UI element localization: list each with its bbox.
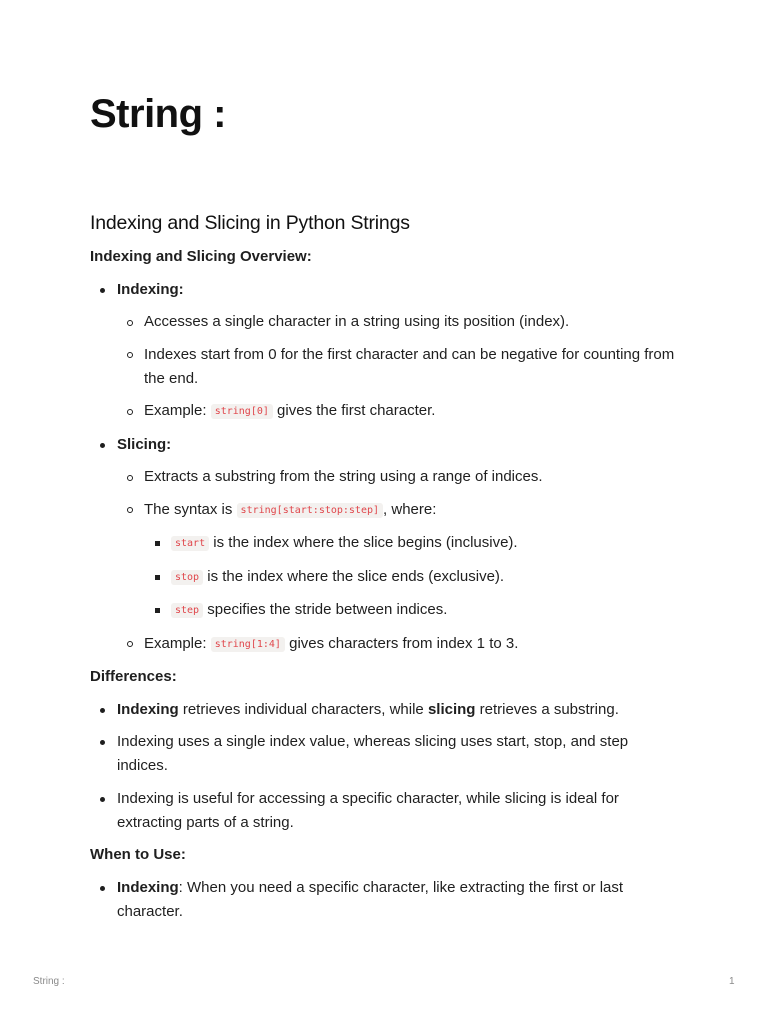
item-text: is the index where the slice begins (inclusive). bbox=[209, 534, 518, 551]
list-item bbox=[90, 730, 680, 778]
list-item bbox=[90, 787, 680, 835]
section-heading: Indexing and Slicing in Python Strings bbox=[90, 212, 410, 234]
page-number: 1 bbox=[729, 976, 735, 987]
when-to-use-list bbox=[90, 876, 680, 924]
list-item bbox=[144, 531, 680, 556]
differences-label: Differences: bbox=[90, 668, 177, 685]
list-item bbox=[117, 632, 680, 657]
slicing-sublist bbox=[117, 465, 680, 657]
item-text: Extracts a substring from the string using a range of indices. bbox=[144, 468, 543, 485]
bold-text: Indexing bbox=[117, 700, 179, 718]
overview-label: Indexing and Slicing Overview: bbox=[90, 248, 312, 265]
inline-code: stop bbox=[171, 570, 203, 585]
indexing-sublist bbox=[117, 310, 680, 424]
list-item bbox=[144, 565, 680, 590]
list-item bbox=[117, 498, 680, 624]
item-text: specifies the stride between indices. bbox=[203, 601, 448, 618]
inline-code: step bbox=[171, 603, 203, 618]
example-prefix: Example: bbox=[144, 634, 211, 652]
list-item-indexing bbox=[90, 278, 680, 425]
syntax-suffix: , where: bbox=[383, 500, 437, 518]
inline-code: string[0] bbox=[211, 404, 273, 419]
document-body bbox=[90, 245, 680, 932]
indexing-label: Indexing: bbox=[117, 280, 184, 298]
item-text: : When you need a specific character, like extracting the first or last character. bbox=[117, 878, 624, 920]
inline-code: string[1:4] bbox=[211, 637, 285, 652]
syntax-prefix: The syntax is bbox=[144, 500, 237, 518]
example-prefix: Example: bbox=[144, 402, 211, 419]
slicing-label: Slicing: bbox=[117, 435, 172, 453]
overview-list bbox=[90, 278, 680, 657]
page-title: String : bbox=[90, 92, 226, 136]
footer-title: String : bbox=[33, 976, 65, 987]
item-text: Indexes start from 0 for the first character and can be negative for counting from the end. bbox=[144, 345, 675, 387]
list-item bbox=[117, 399, 680, 424]
differences-list bbox=[90, 698, 680, 835]
bold-text: slicing bbox=[427, 700, 476, 718]
list-item bbox=[144, 598, 680, 623]
item-text: Accesses a single character in a string using its position (index). bbox=[144, 313, 570, 330]
item-text: retrieves a substring. bbox=[475, 700, 619, 718]
list-item-slicing bbox=[90, 433, 680, 657]
item-text: is the index where the slice ends (exclusive). bbox=[203, 567, 505, 585]
list-item bbox=[90, 698, 680, 722]
list-item bbox=[90, 876, 680, 924]
list-item bbox=[117, 310, 680, 334]
list-item bbox=[117, 465, 680, 489]
list-item bbox=[117, 343, 680, 391]
when-to-use-label: When to Use: bbox=[90, 846, 186, 863]
inline-code: string[start:stop:step] bbox=[237, 503, 383, 518]
example-suffix: gives characters from index 1 to 3. bbox=[284, 634, 519, 652]
item-text: Indexing uses a single index value, whereas slicing uses start, stop, and step indices. bbox=[117, 733, 629, 774]
example-suffix: gives the first character. bbox=[272, 402, 436, 419]
bold-text: Indexing bbox=[117, 878, 179, 896]
inline-code: start bbox=[171, 536, 209, 551]
params-sublist bbox=[144, 531, 680, 623]
item-text: Indexing is useful for accessing a specific character, while slicing is ideal for extracting parts of a string. bbox=[117, 789, 619, 831]
item-text: retrieves individual characters, while bbox=[178, 700, 428, 718]
